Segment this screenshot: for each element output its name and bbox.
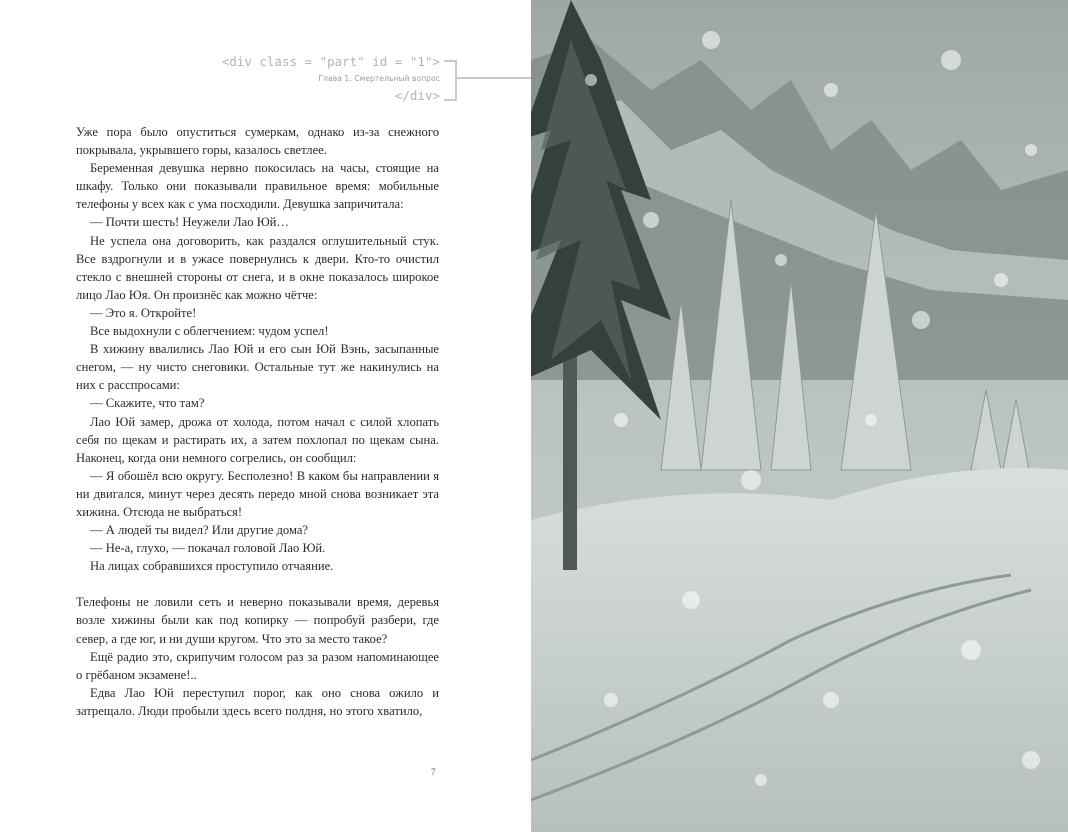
paragraph: Уже пора было опуститься сумеркам, однако из-за снежного покрывала, укрывшего горы, казалось светлее. [76, 125, 439, 158]
snowy-forest-illustration [531, 0, 1068, 832]
header-connector-line [457, 77, 531, 79]
paragraph: Беременная девушка нервно покосилась на часы, стоящие на шкафу. Только они показывали правильное время: мобильные телефоны у всех как с ума посходили. Девушка запричитала: [76, 161, 439, 212]
chapter-header [222, 53, 440, 104]
paragraph: — Почти шесть! Неужели Лао Юй… [90, 215, 289, 230]
paragraph: На лицах собравшихся проступило отчаяние. [90, 559, 334, 574]
body-text [76, 123, 439, 720]
paragraph: Телефоны не ловили сеть и неверно показывали время, деревья возле хижины были как под копирку — попробуй разбери, где север, а где юг, и ни души кругом. Что это за место такое? [76, 595, 439, 646]
left-page [0, 0, 531, 832]
paragraph: Ещё радио это, скрипучим голосом раз за разом напоминающее о грёбаном экзамене!.. [76, 649, 439, 682]
paragraph: Не успела она договорить, как раздался оглушительный стук. Все вздрогнули и в ужасе повернулись к двери. Кто-то очистил стекло с внешней стороны от снега, и в окне показалось широкое лицо Лао Юя. Он произнёс как можно чётче: [76, 233, 439, 302]
code-open-tag: <div class = "part" id = "1"> [221, 54, 440, 69]
paragraph: Лао Юй замер, дрожа от холода, потом начал с силой хлопать себя по щекам и растирать их, а затем похлопал по щекам сына. Наконец, когда они немного согрелись, он сообщил: [76, 414, 439, 465]
paragraph: Едва Лао Юй переступил порог, как оно снова ожило и затрещало. Люди пробыли здесь всего полдня, но этого хватило, [76, 685, 439, 718]
paragraph: Все выдохнули с облегчением: чудом успел! [90, 324, 329, 339]
paragraph: — А людей ты видел? Или другие дома? [90, 523, 309, 538]
illustration-page [531, 0, 1068, 832]
paragraph: — Не-а, глухо, — покачал головой Лао Юй. [90, 541, 326, 556]
paragraph: — Скажите, что там? [90, 396, 205, 411]
code-close-tag: </div> [394, 88, 440, 103]
paragraph: — Я обошёл всю округу. Бесполезно! В каком бы направлении я ни двигался, минут через десять передо мной снова возникает эта хижина. Отсюда не выбраться! [76, 468, 439, 519]
snowfield [531, 468, 1068, 832]
paragraph: — Это я. Откройте! [90, 305, 197, 320]
page-number: 7 [431, 767, 436, 777]
paragraph: В хижину ввалились Лао Юй и его сын Юй Вэнь, засыпанные снегом, — ну чисто снеговики. Остальные тут же накинулись на них с расспросами: [76, 342, 439, 393]
header-bracket [444, 60, 457, 101]
chapter-title: Глава 1. Смертельный вопрос [318, 74, 440, 83]
